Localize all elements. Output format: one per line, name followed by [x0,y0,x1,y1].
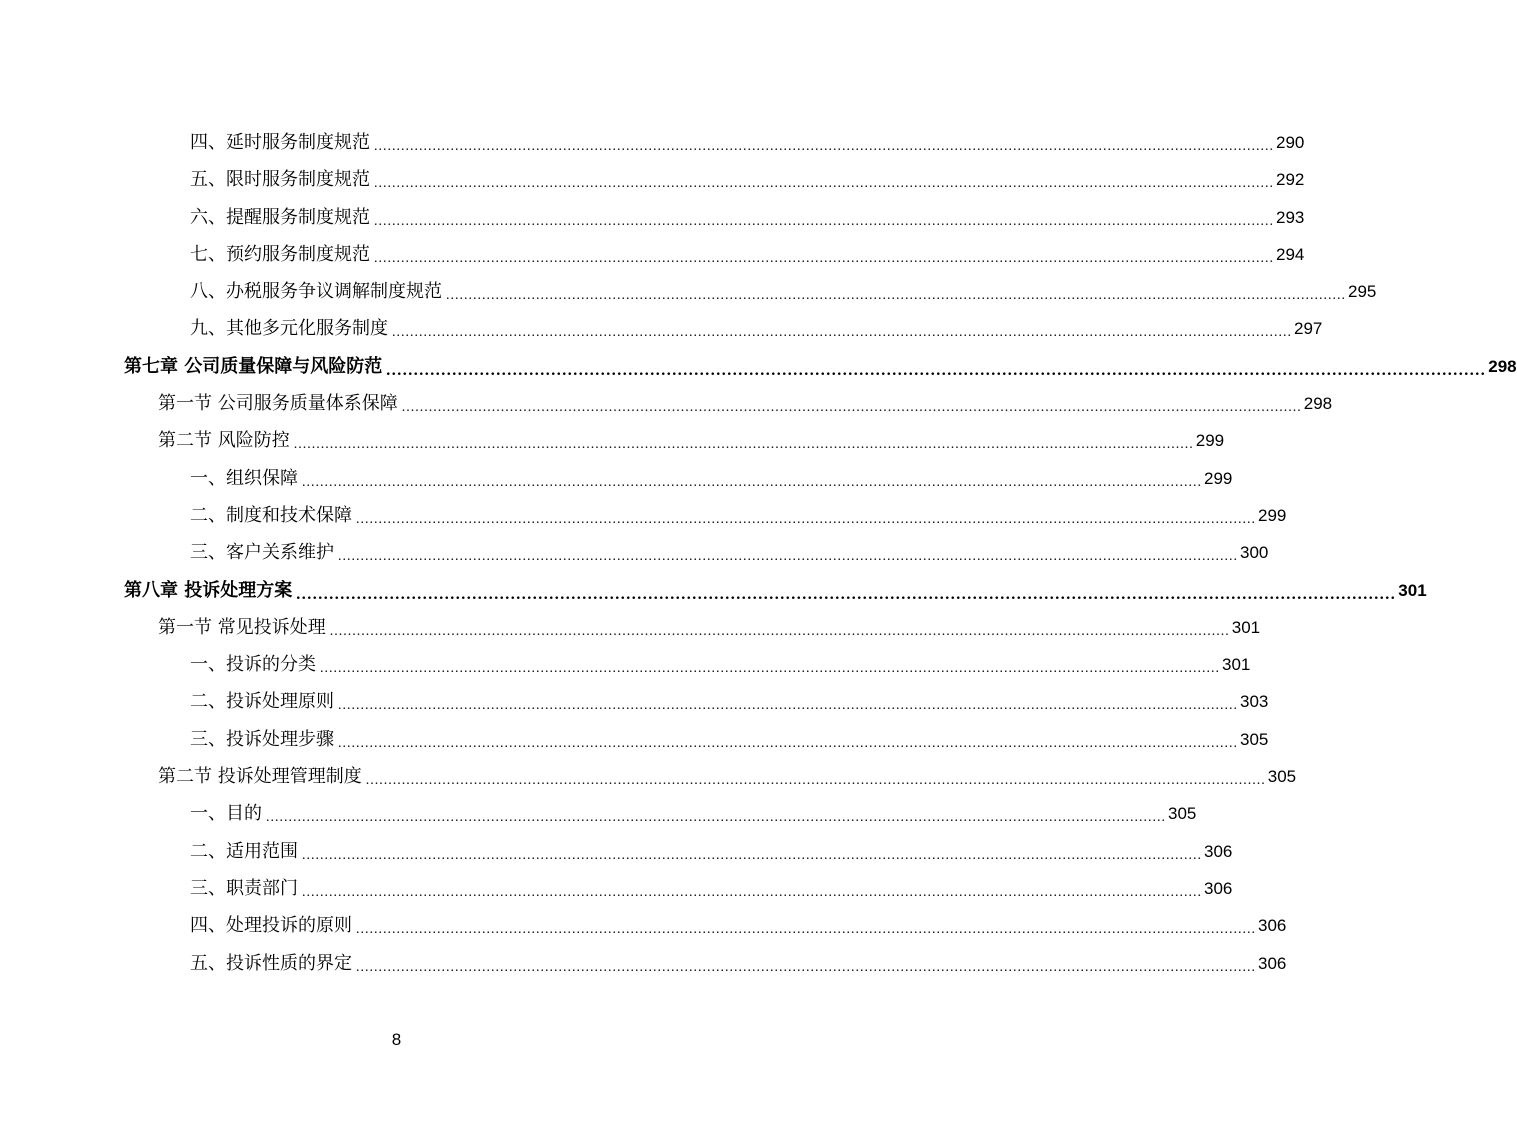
toc-entry[interactable] [0,833,1233,870]
toc-entry-title: 二、投诉处理原则 [190,691,334,713]
toc-entry-title: 三、职责部门 [190,877,298,899]
toc-entry-title: 三、投诉处理步骤 [190,728,334,750]
toc-entry[interactable] [0,310,1323,347]
dot-leader: ........................................................................................................................................................................................................ [338,698,1238,714]
dot-leader: ........................................................................................................................................................................................................ [392,325,1292,341]
dot-leader: ........................................................................................................................................................................................................ [374,250,1274,266]
toc-entry-title: 第七章 公司质量保障与风险防范 [124,355,383,377]
toc-entry[interactable] [0,273,1377,310]
toc-entry-page: 295 [1348,282,1377,302]
toc-entry-title: 第一节 公司服务质量体系保障 [158,393,398,415]
toc-entry-page: 305 [1168,804,1197,824]
toc-entry-page: 301 [1398,580,1427,600]
toc-entry-title: 九、其他多元化服务制度 [190,318,388,340]
dot-leader: ........................................................................................................................................................................................................ [374,213,1274,229]
toc-entry-page: 299 [1204,468,1233,488]
toc-section-entry[interactable] [0,609,1261,646]
toc-entry[interactable] [0,945,1287,982]
toc-entry[interactable] [0,907,1287,944]
toc-entry-page: 306 [1204,878,1233,898]
toc-entry[interactable] [0,460,1233,497]
dot-leader: ........................................................................................................................................................................................................ [338,549,1238,565]
toc-entry-page: 300 [1240,543,1269,563]
toc-entry-page: 301 [1222,655,1251,675]
dot-leader: ........................................................................................................................................................................................................ [446,288,1346,304]
toc-entry[interactable] [0,870,1233,907]
toc-entry-page: 298 [1303,394,1333,414]
toc-entry-title: 五、投诉性质的界定 [190,952,352,974]
toc-entry-page: 305 [1267,767,1297,787]
toc-entry-title: 三、客户关系维护 [190,542,334,564]
toc-entry-page: 290 [1276,133,1305,152]
toc-entry-page: 299 [1258,505,1287,525]
toc-entry-title: 八、办税服务争议调解制度规范 [190,281,442,303]
toc-entry-title: 七、预约服务制度规范 [190,243,370,265]
toc-entry[interactable] [0,534,1269,571]
toc-chapter-entry[interactable] [0,348,1517,385]
toc-entry-title: 六、提醒服务制度规范 [190,206,370,228]
toc-entry-page: 294 [1276,244,1305,264]
dot-leader: ........................................................................................................................................................................................................ [338,735,1238,751]
toc-entry[interactable] [0,199,1305,236]
dot-leader: ........................................................................................................................................................................................................ [386,361,1487,379]
toc-entry-page: 306 [1258,916,1287,936]
toc-entry-title: 第二节 投诉处理管理制度 [158,766,362,788]
toc-entry-title: 第八章 投诉处理方案 [124,579,293,601]
toc-entry-page: 293 [1276,207,1305,227]
toc-entry-title: 四、处理投诉的原则 [190,915,352,937]
toc-entry-title: 一、组织保障 [190,467,298,489]
dot-leader: ........................................................................................................................................................................................................ [356,922,1256,938]
toc-entry-title: 二、适用范围 [190,840,298,862]
toc-entry-page: 301 [1231,617,1261,637]
dot-leader: ........................................................................................................................................................................................................ [302,847,1202,863]
dot-leader: ........................................................................................................................................................................................................ [374,176,1274,192]
toc-entry-page: 299 [1195,431,1225,451]
dot-leader: ........................................................................................................................................................................................................ [356,511,1256,527]
toc-entry-title: 第一节 常见投诉处理 [158,616,326,638]
toc-entry-title: 四、延时服务制度规范 [190,132,370,153]
dot-leader: ........................................................................................................................................................................................................ [374,139,1274,154]
toc-entry-title: 第二节 风险防控 [158,430,290,452]
dot-leader: ........................................................................................................................................................................................................ [320,661,1220,677]
page-number: 8 [391,1030,402,1049]
dot-leader: ........................................................................................................................................................................................................ [302,474,1202,490]
toc-entry-title: 一、投诉的分类 [190,654,316,676]
toc-entry-page: 298 [1488,356,1517,376]
toc-chapter-entry[interactable] [0,572,1427,609]
toc-entry-page: 306 [1258,953,1287,973]
toc-entry[interactable] [0,646,1251,683]
dot-leader: ........................................................................................................................................................................................................ [365,773,1266,789]
toc-entry-title: 一、目的 [190,803,262,825]
dot-leader: ........................................................................................................................................................................................................ [329,623,1230,639]
toc-entry-title: 二、制度和技术保障 [190,504,352,526]
toc-entry[interactable] [0,721,1269,758]
toc-entry-page: 305 [1240,729,1269,749]
toc-entry[interactable] [0,683,1269,720]
toc-entry[interactable] [0,795,1197,832]
toc-entry[interactable] [0,161,1305,198]
toc-section-entry[interactable] [0,422,1225,459]
toc-entry-page: 297 [1294,319,1323,339]
toc-entry-title: 五、限时服务制度规范 [190,169,370,191]
toc-section-entry[interactable] [0,385,1333,422]
toc-entry[interactable] [0,124,1305,161]
dot-leader: ........................................................................................................................................................................................................ [266,810,1166,826]
toc-entry[interactable] [0,236,1305,273]
toc-section-entry[interactable] [0,758,1297,795]
toc-entry-page: 303 [1240,692,1269,712]
dot-leader: ........................................................................................................................................................................................................ [293,437,1194,453]
dot-leader: ........................................................................................................................................................................................................ [302,884,1202,900]
toc-entry-page: 306 [1204,841,1233,861]
table-of-contents [0,124,1517,982]
toc-entry-page: 292 [1276,170,1305,190]
dot-leader: ........................................................................................................................................................................................................ [296,585,1397,603]
dot-leader: ........................................................................................................................................................................................................ [356,959,1256,975]
dot-leader: ........................................................................................................................................................................................................ [401,400,1302,416]
toc-entry[interactable] [0,497,1287,534]
